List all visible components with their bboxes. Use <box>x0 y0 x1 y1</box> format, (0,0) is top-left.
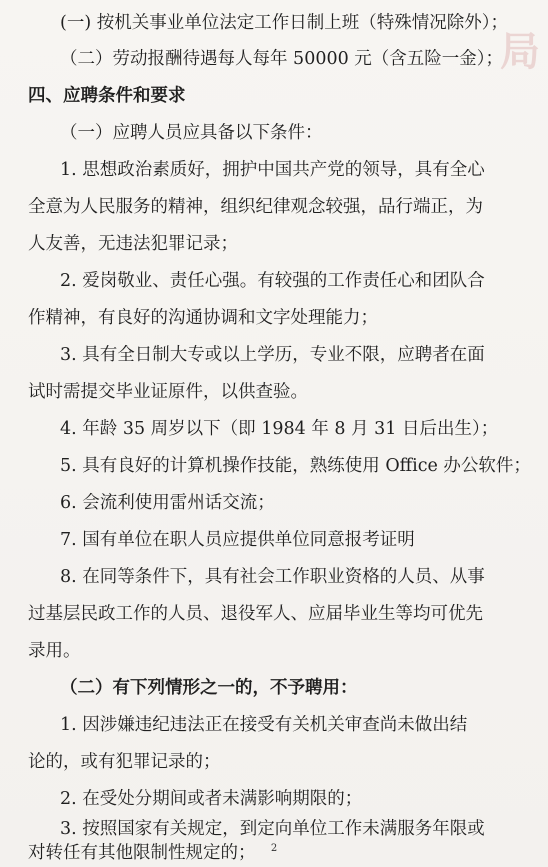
subsection-heading: （二）有下列情形之一的，不予聘用： <box>60 678 358 698</box>
subsection-heading: （一）应聘人员应具备以下条件： <box>60 123 323 143</box>
text-line: 5. 具有良好的计算机操作技能，熟练使用 Office 办公软件； <box>60 456 531 476</box>
text-line: 1. 思想政治素质好，拥护中国共产党的领导，具有全心 <box>60 160 485 180</box>
text-line: 人友善，无违法犯罪记录； <box>28 234 238 254</box>
text-line: 过基层民政工作的人员、退役军人、应届毕业生等均可优先 <box>28 604 483 624</box>
text-line: （二）劳动报酬待遇每人每年 50000 元（含五险一金）； <box>60 49 504 69</box>
page-number: 2 <box>270 843 278 854</box>
text-line: 6. 会流利使用雷州话交流； <box>60 493 275 513</box>
text-line: 7. 国有单位在职人员应提供单位同意报考证明 <box>60 530 415 550</box>
text-line: 3. 具有全日制大专或以上学历，专业不限，应聘者在面 <box>60 345 485 365</box>
text-line: 2. 爱岗敬业、责任心强。有较强的工作责任心和团队合 <box>60 271 485 291</box>
text-line: 全意为人民服务的精神，组织纪律观念较强，品行端正，为 <box>28 197 483 217</box>
text-line: 4. 年龄 35 周岁以下（即 1984 年 8 月 31 日后出生）； <box>60 419 499 439</box>
bleed-through-mark: 局 <box>500 28 540 75</box>
text-line: 试时需提交毕业证原件，以供查验。 <box>28 382 308 402</box>
text-line: 2. 在受处分期间或者未满影响期限的； <box>60 789 363 809</box>
text-line: 3. 按照国家有关规定，到定向单位工作未满服务年限或 <box>60 819 485 839</box>
section-heading: 四、应聘条件和要求 <box>28 86 186 106</box>
text-line: (一) 按机关事业单位法定工作日制上班（特殊情况除外）； <box>60 13 508 33</box>
text-line: 论的，或有犯罪记录的； <box>28 752 221 772</box>
text-line: 录用。 <box>28 641 81 661</box>
text-line: 对转任有其他限制性规定的； <box>28 843 256 863</box>
text-line: 1. 因涉嫌违纪违法正在接受有关机关审查尚未做出结 <box>60 715 468 735</box>
text-line: 8. 在同等条件下，具有社会工作职业资格的人员、从事 <box>60 567 485 587</box>
text-line: 作精神，有良好的沟通协调和文字处理能力； <box>28 308 378 328</box>
